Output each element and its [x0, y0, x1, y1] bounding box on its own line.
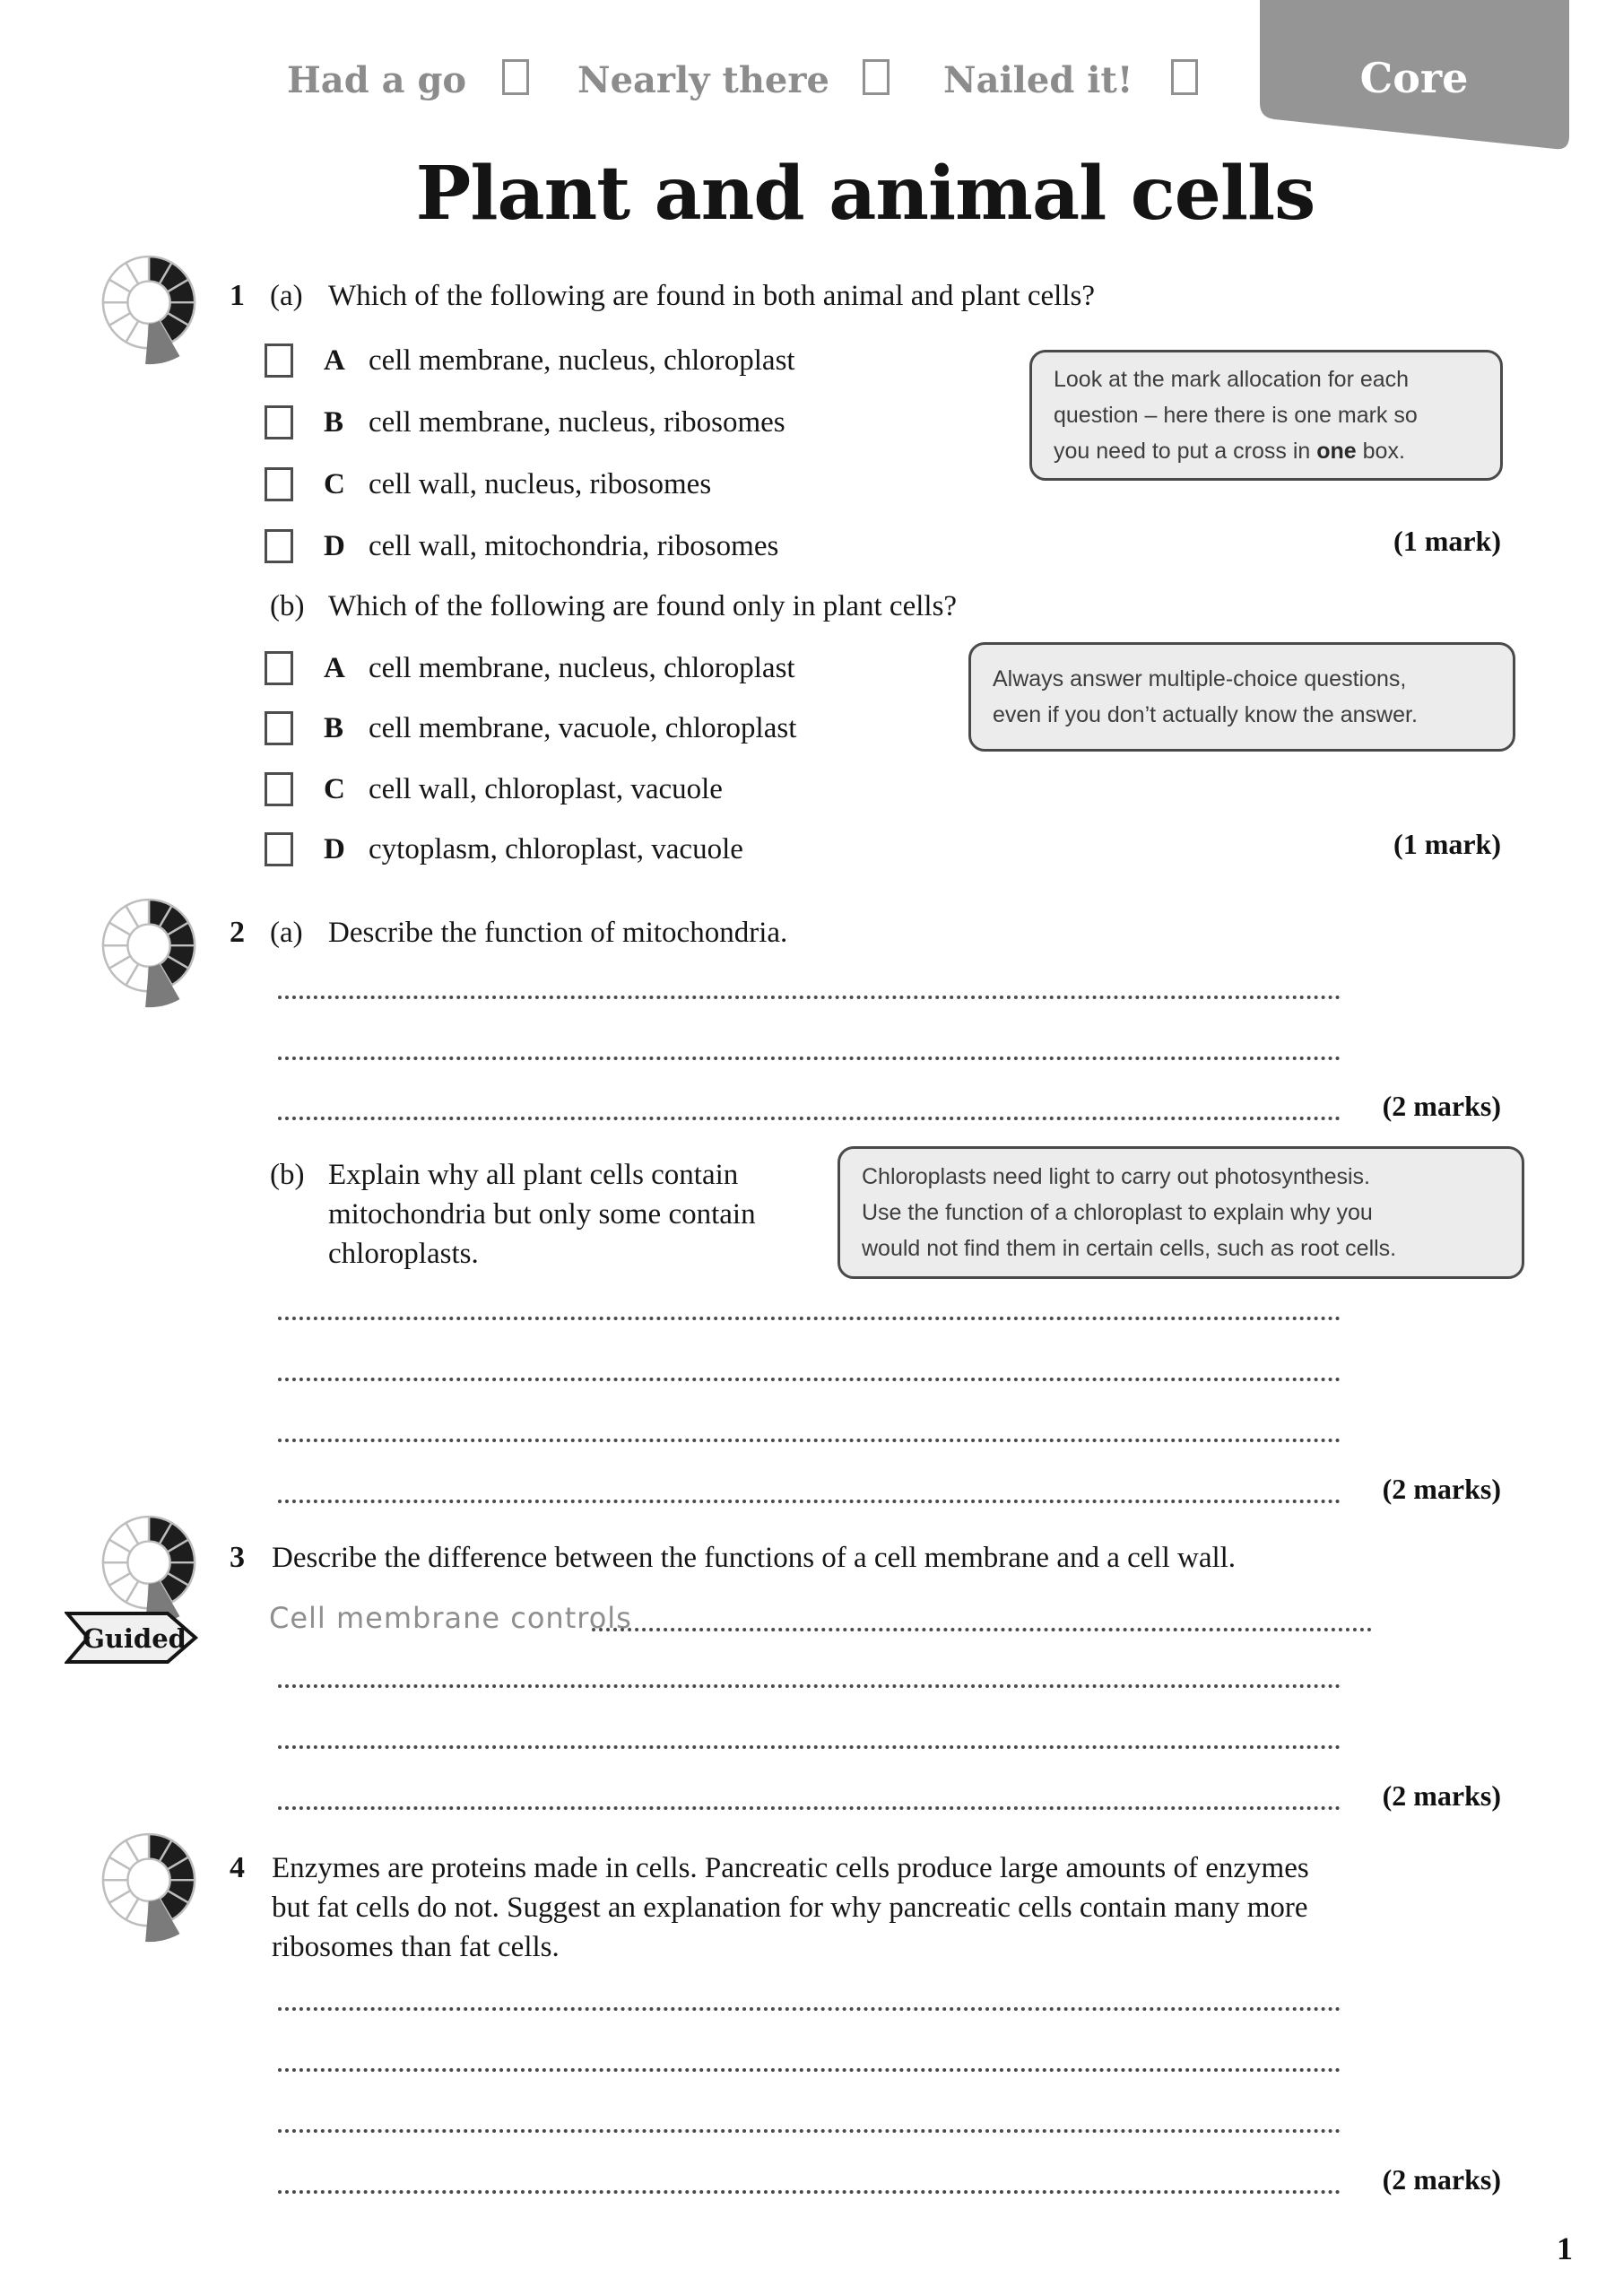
q1b-marks-label: (1 mark): [1393, 828, 1501, 860]
q1a-option-c-text: cell wall, nucleus, ribosomes: [369, 467, 712, 500]
question-2a-part: (a): [270, 917, 303, 949]
q4-marks-label: (2 marks): [1382, 2163, 1501, 2196]
question-2-number: 2: [230, 916, 245, 949]
q1b-option-c-text: cell wall, chloroplast, vacuole: [369, 772, 723, 805]
answer-line: [278, 1378, 1341, 1381]
q1a-option-row: [265, 341, 795, 380]
progress-wheel-icon: [99, 252, 203, 371]
question-3-number: 3: [230, 1541, 245, 1574]
q1b-option-c-checkbox[interactable]: [265, 772, 293, 806]
answer-line: [278, 1684, 1341, 1688]
q1a-option-d-checkbox[interactable]: [265, 529, 293, 563]
answer-line: [278, 1806, 1341, 1810]
q1b-option-d-checkbox[interactable]: [265, 832, 293, 866]
answer-line: [278, 2129, 1341, 2133]
q1a-option-b-text: cell membrane, nucleus, ribosomes: [369, 405, 785, 439]
q2b-marks-label: (2 marks): [1382, 1473, 1501, 1505]
q1b-hint-box: [968, 642, 1515, 752]
answer-line: [278, 1745, 1341, 1749]
guided-badge: [65, 1611, 199, 1665]
hint-line: Chloroplasts need light to carry out photosynthesis.: [862, 1164, 1370, 1189]
question-4-number: 4: [230, 1851, 245, 1884]
q1a-option-b-checkbox[interactable]: [265, 405, 293, 439]
page-title: Plant and animal cells: [415, 151, 1315, 237]
q1a-hint-box: [1029, 350, 1503, 481]
answer-line: [278, 996, 1341, 999]
nearly-there-checkbox[interactable]: [863, 59, 890, 95]
q1a-option-row: [265, 526, 778, 566]
answer-line: [278, 2007, 1341, 2011]
q1a-option-c-letter: C: [324, 467, 345, 500]
q1b-option-b-text: cell membrane, vacuole, chloroplast: [369, 711, 797, 744]
question-1b-part: (b): [270, 590, 305, 622]
nailed-it-checkbox[interactable]: [1171, 59, 1198, 95]
question-2a-prompt: Describe the function of mitochondria.: [328, 917, 788, 949]
question-1-number: 1: [230, 279, 245, 312]
answer-line: [278, 2068, 1341, 2072]
question-2b-prompt: Explain why all plant cells contain mitochondria but only some contain chloroplasts.: [328, 1159, 756, 1270]
q1b-option-a-text: cell membrane, nucleus, chloroplast: [369, 651, 795, 684]
had-a-go-label: Had a go: [287, 59, 467, 101]
question-1b-prompt: Which of the following are found only in plant cells?: [328, 590, 958, 622]
answer-line: [278, 1057, 1341, 1060]
q1a-option-a-checkbox[interactable]: [265, 344, 293, 378]
hint-line: Look at the mark allocation for each: [1054, 367, 1410, 392]
q1b-option-row: [265, 709, 796, 748]
page-number: 1: [1557, 2231, 1573, 2266]
q1a-option-row: [265, 465, 711, 504]
q3-marks-label: (2 marks): [1382, 1779, 1501, 1812]
q1b-option-row: [265, 830, 743, 869]
q2a-marks-label: (2 marks): [1382, 1090, 1501, 1122]
hint-line: Use the function of a chloroplast to explain why you: [862, 1200, 1373, 1225]
question-1a-prompt: Which of the following are found in both animal and plant cells?: [328, 280, 1096, 312]
answer-line: [278, 1500, 1341, 1503]
nailed-it-label: Nailed it!: [943, 59, 1133, 101]
q1a-option-b-letter: B: [324, 405, 344, 439]
q1b-option-b-checkbox[interactable]: [265, 711, 293, 745]
q1b-option-d-letter: D: [324, 832, 345, 865]
core-level-tab: [1260, 0, 1569, 157]
core-tab-label: Core: [1359, 54, 1469, 102]
q1b-option-d-text: cytoplasm, chloroplast, vacuole: [369, 832, 743, 865]
question-3-prompt: Describe the difference between the functions of a cell membrane and a cell wall.: [272, 1542, 1237, 1574]
answer-line: [278, 1317, 1341, 1320]
hint-line: you need to put a cross in one box.: [1054, 439, 1405, 464]
progress-wheel-icon: [99, 1830, 203, 1949]
guided-badge-label: Guided: [82, 1623, 187, 1654]
q2b-hint-box: [838, 1146, 1524, 1279]
q1a-option-c-checkbox[interactable]: [265, 467, 293, 501]
had-a-go-checkbox[interactable]: [502, 59, 529, 95]
nearly-there-label: Nearly there: [577, 59, 829, 101]
progress-wheel-icon: [99, 895, 203, 1014]
answer-line: [278, 2190, 1341, 2194]
hint-line: question – here there is one mark so: [1054, 403, 1418, 428]
answer-line: [278, 1439, 1341, 1442]
answer-line: [592, 1628, 1372, 1631]
question-1a-part: (a): [270, 280, 303, 312]
hint-line: even if you don’t actually know the answer.: [993, 702, 1418, 727]
q1b-option-a-letter: A: [324, 651, 345, 684]
question-2b-part: (b): [270, 1159, 305, 1191]
q1a-option-row: [265, 403, 785, 442]
q1b-option-b-letter: B: [324, 711, 344, 744]
q1b-option-row: [265, 770, 723, 809]
hint-line: Always answer multiple-choice questions,: [993, 666, 1407, 691]
hint-line: would not find them in certain cells, such as root cells.: [862, 1236, 1397, 1261]
q1a-option-a-text: cell membrane, nucleus, chloroplast: [369, 344, 795, 377]
q1b-option-c-letter: C: [324, 772, 345, 805]
q1a-option-a-letter: A: [324, 344, 345, 377]
q1a-marks-label: (1 mark): [1393, 525, 1501, 557]
q1b-option-row: [265, 648, 795, 688]
q1b-option-a-checkbox[interactable]: [265, 651, 293, 685]
q1a-option-d-letter: D: [324, 529, 345, 562]
q1a-option-d-text: cell wall, mitochondria, ribosomes: [369, 529, 779, 562]
guided-handwritten-answer: Cell membrane controls: [269, 1601, 632, 1635]
answer-line: [278, 1117, 1341, 1120]
question-4-prompt: Enzymes are proteins made in cells. Pancreatic cells produce large amounts of enzymes but fat cells do not. Suggest an explanation for why pancreatic cells contain many more ribosomes than fat cells.: [272, 1852, 1309, 1963]
